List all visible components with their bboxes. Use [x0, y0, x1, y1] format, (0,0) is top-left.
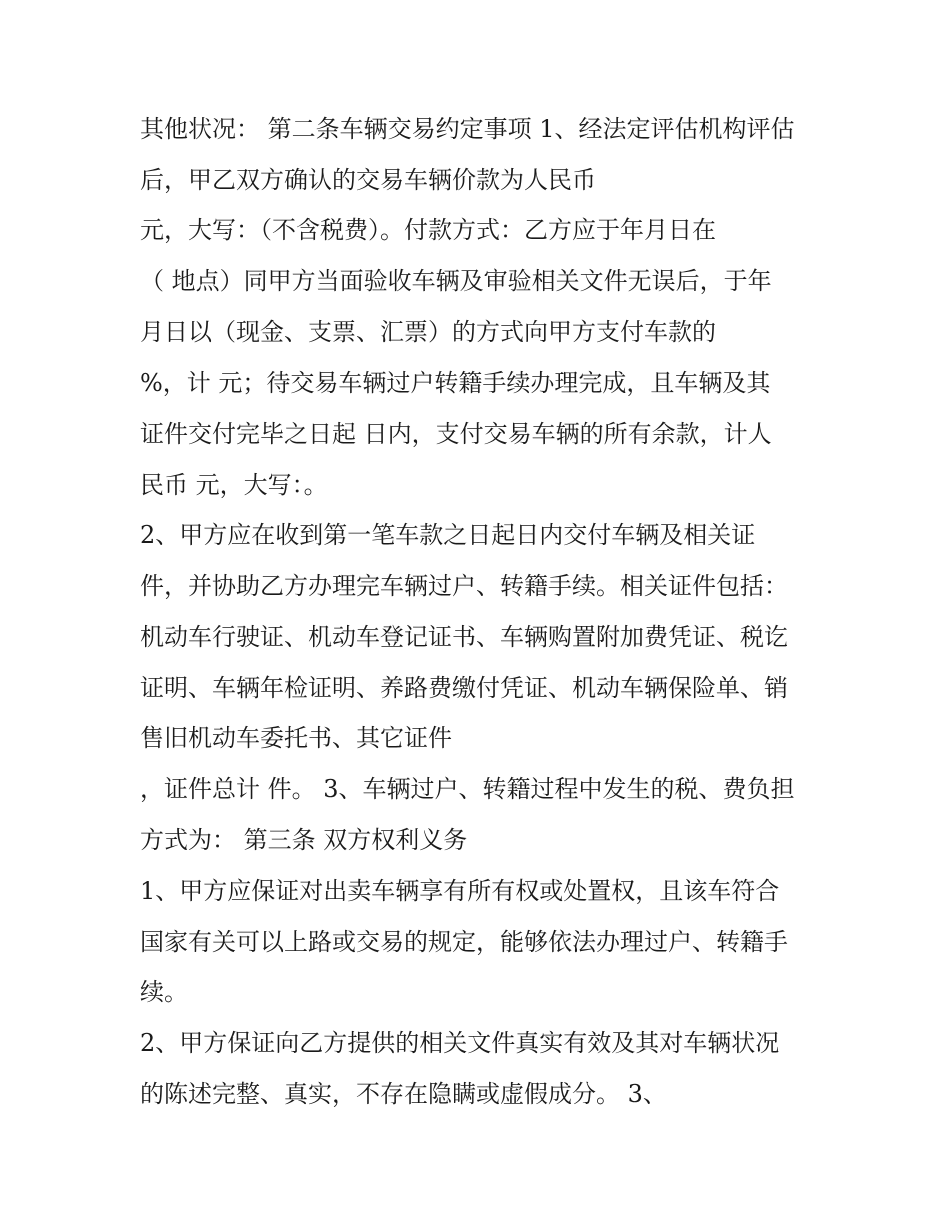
text-line: 月日以（现金、支票、汇票）的方式向甲方支付车款的 — [140, 318, 716, 346]
text-line: 民币 元，大写：。 — [140, 471, 328, 499]
text-line: 元，大写：（不含税费）。付款方式：乙方应于年月日在 — [140, 216, 716, 244]
text-line: ，证件总计 件。 3、车辆过户、转籍过程中发生的税、费负担 — [140, 775, 795, 803]
text-line: 机动车行驶证、机动车登记证书、车辆购置附加费凭证、税讫 — [140, 623, 788, 651]
text-line: 证件交付完毕之日起 日内，支付交易车辆的所有余款，计人 — [140, 420, 772, 448]
text-line: 的陈述完整、真实，不存在隐瞒或虚假成分。 3、 — [140, 1080, 667, 1108]
text-line: %，计 元；待交易车辆过户转籍手续办理完成，且车辆及其 — [140, 369, 771, 397]
text-line: 2、甲方保证向乙方提供的相关文件真实有效及其对车辆状况 — [140, 1029, 780, 1057]
text-line: 国家有关可以上路或交易的规定，能够依法办理过户、转籍手 — [140, 928, 788, 956]
text-line: 售旧机动车委托书、其它证件 — [140, 724, 452, 752]
text-line: 2、甲方应在收到第一笔车款之日起日内交付车辆及相关证 — [140, 521, 756, 549]
text-line: 证明、车辆年检证明、养路费缴付凭证、机动车辆保险单、销 — [140, 674, 788, 702]
text-line: 1、甲方应保证对出卖车辆享有所有权或处置权，且该车符合 — [140, 877, 780, 905]
text-line: 续。 — [140, 978, 188, 1006]
text-line: 件，并协助乙方办理完车辆过户、转籍手续。相关证件包括： — [140, 572, 788, 600]
text-line: 后，甲乙双方确认的交易车辆价款为人民币 — [140, 166, 596, 194]
text-line: 其他状况： 第二条车辆交易约定事项 1、经法定评估机构评估 — [140, 115, 795, 143]
text-line: （ 地点）同甲方当面验收车辆及审验相关文件无误后，于年 — [140, 267, 772, 295]
text-line: 方式为： 第三条 双方权利义务 — [140, 826, 468, 854]
